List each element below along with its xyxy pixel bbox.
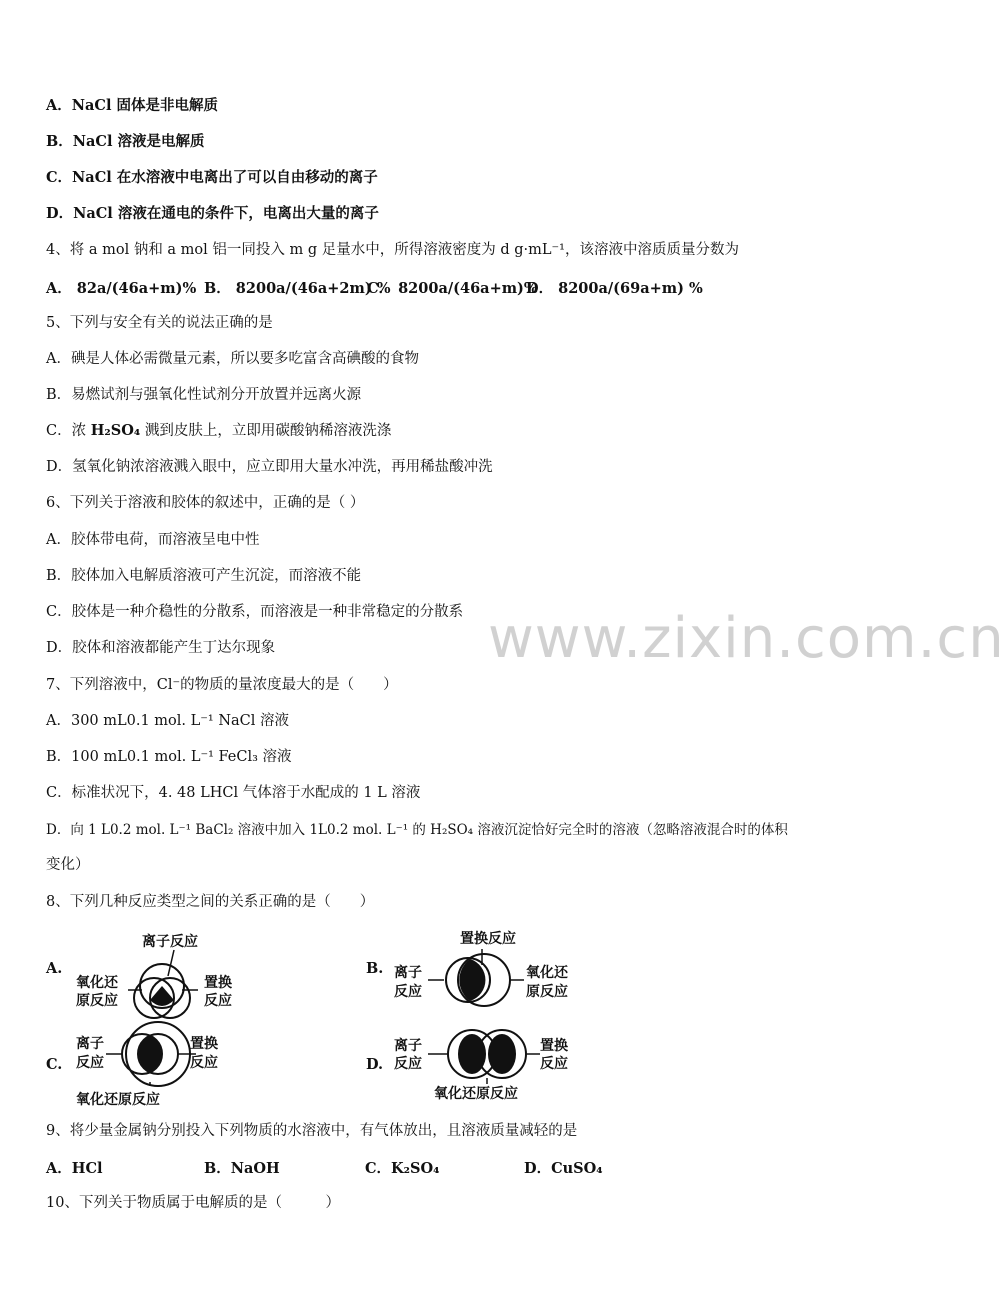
watermark: www.zixin.com.cn — [488, 606, 1005, 671]
diagram-c-redox-label: 氧化还原反应 — [76, 1092, 160, 1108]
q6-option-d: D．胶体和溶液都能产生丁达尔现象 — [46, 640, 276, 656]
q4-stem: 4、将 a mol 钠和 a mol 铝一同投入 m g 足量水中，所得溶液密度为 d g·mL⁻¹，该溶液中溶质质量分数为 — [46, 242, 739, 258]
diagram-d-displace-1: 置换 — [540, 1038, 568, 1054]
q3-option-a: A．NaCl 固体是非电解质 — [46, 97, 218, 114]
q8-diagram-c — [72, 1018, 252, 1110]
q8-label-a: A. — [46, 960, 63, 977]
q6-option-b: B．胶体加入电解质溶液可产生沉淀，而溶液不能 — [46, 568, 362, 584]
q8-label-d: D. — [366, 1056, 384, 1073]
q9-option-a: A．HCl — [46, 1160, 103, 1177]
q7-option-d-line1: D．向 1 L0.2 mol. L⁻¹ BaCl₂ 溶液中加入 1L0.2 mol. L⁻¹ 的 H₂SO₄ 溶液沉淀恰好完全时的溶液（忽略溶液混合时的体积 — [46, 822, 788, 838]
diagram-d-react-left: 反应 — [394, 1056, 422, 1072]
diagram-c-react-left: 反应 — [76, 1055, 104, 1071]
diagram-a-redox-1: 氧化还 — [76, 975, 118, 991]
q4-option-a: A． 82a/(46a+m)% — [46, 280, 197, 297]
q8-label-c: C. — [46, 1056, 63, 1073]
q7-option-a: A．300 mL0.1 mol. L⁻¹ NaCl 溶液 — [46, 713, 290, 729]
q4-option-b: B． 8200a/(46a+2m) % — [204, 280, 391, 297]
q6-option-c: C．胶体是一种介稳性的分散系，而溶液是一种非常稳定的分散系 — [46, 604, 464, 620]
q7-stem: 7、下列溶液中，Cl⁻的物质的量浓度最大的是（ ） — [46, 677, 398, 693]
diagram-c-displace-1: 置换 — [190, 1036, 218, 1052]
diagram-d-react-right: 反应 — [540, 1056, 568, 1072]
diagram-a-redox-2: 原反应 — [76, 993, 118, 1009]
q5-option-c — [46, 421, 391, 441]
diagram-c-react-right: 反应 — [190, 1055, 218, 1071]
q3-option-b: B．NaCl 溶液是电解质 — [46, 133, 205, 150]
q4-option-d: D． 8200a/(69a+m) % — [526, 280, 703, 297]
q8-stem: 8、下列几种反应类型之间的关系正确的是（ ） — [46, 894, 375, 910]
diagram-a-react: 反应 — [204, 993, 232, 1009]
q7-option-b: B．100 mL0.1 mol. L⁻¹ FeCl₃ 溶液 — [46, 749, 292, 765]
diagram-d-ionic-1: 离子 — [394, 1038, 422, 1054]
diagram-d-redox-label: 氧化还原反应 — [434, 1086, 518, 1102]
q5-formula: H₂SO₄ — [90, 422, 141, 439]
q3-option-d: D．NaCl 溶液在通电的条件下，电离出大量的离子 — [46, 205, 379, 222]
q5-option-a: A．碘是人体必需微量元素，所以要多吃富含高碘酸的食物 — [46, 351, 419, 367]
q6-stem: 6、下列关于溶液和胶体的叙述中，正确的是（ ） — [46, 495, 365, 511]
diagram-b-ionic-1: 离子 — [394, 965, 422, 981]
q9-stem: 9、将少量金属钠分别投入下列物质的水溶液中，有气体放出，且溶液质量减轻的是 — [46, 1123, 578, 1139]
diagram-b-react: 反应 — [394, 984, 422, 1000]
q5-stem: 5、下列与安全有关的说法正确的是 — [46, 315, 273, 331]
diagram-b-displace-label: 置换反应 — [460, 931, 516, 947]
diagram-b-redox-1: 氧化还 — [526, 965, 568, 981]
q5-option-d: D．氢氧化钠浓溶液溅入眼中，应立即用大量水冲洗，再用稀盐酸冲洗 — [46, 459, 493, 475]
q7-option-c: C．标准状况下，4. 48 LHCl 气体溶于水配成的 1 L 溶液 — [46, 785, 421, 801]
q7-option-d-line2: 变化） — [46, 857, 90, 873]
q8-diagram-a — [70, 928, 250, 1018]
diagram-a-ionic-label: 离子反应 — [142, 934, 198, 950]
q9-option-b: B．NaOH — [204, 1160, 280, 1177]
diagram-c-ionic-1: 离子 — [76, 1036, 104, 1052]
q9-option-d: D．CuSO₄ — [524, 1160, 603, 1177]
q3-option-c: C．NaCl 在水溶液中电离出了可以自由移动的离子 — [46, 169, 378, 186]
diagram-b-redox-2: 原反应 — [526, 984, 568, 1000]
q8-label-b: B. — [366, 960, 384, 977]
q5-option-c-pre: C．浓 — [46, 423, 91, 439]
diagram-a-displace-1: 置换 — [204, 975, 232, 991]
q10-stem: 10、下列关于物质属于电解质的是（ ） — [46, 1195, 340, 1211]
q4-option-c: C． 8200a/(46a+m)% — [367, 280, 538, 297]
q8-diagram-d — [392, 1018, 582, 1104]
q9-option-c: C．K₂SO₄ — [365, 1160, 440, 1177]
q6-option-a: A．胶体带电荷，而溶液呈电中性 — [46, 532, 260, 548]
q5-option-c-post: 溅到皮肤上，立即用碳酸钠稀溶液洗涤 — [140, 423, 392, 439]
q8-diagram-b — [392, 925, 592, 1010]
q5-option-b: B．易燃试剂与强氧化性试剂分开放置并远离火源 — [46, 387, 362, 403]
